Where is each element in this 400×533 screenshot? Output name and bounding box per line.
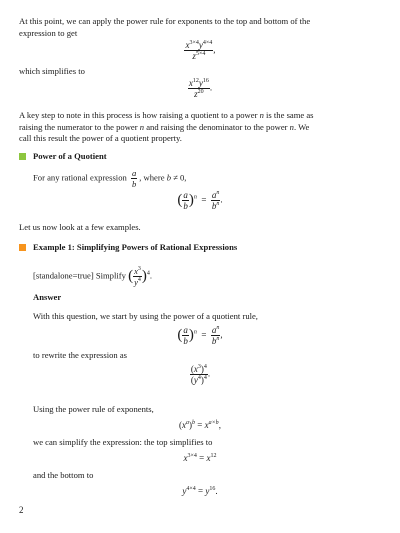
bottom-text: and the bottom to bbox=[33, 470, 94, 480]
example1-heading: Example 1: Simplifying Powers of Rational Expressions bbox=[33, 242, 238, 252]
top-simplifies-text: we can simplify the expression: the top simplifies to bbox=[33, 437, 213, 447]
definition-marker-icon bbox=[19, 153, 26, 160]
power-of-quotient-formula: ( $\frac{a}{b}$ )$^n$ = $\frac{a^n}{b^n}$ . bbox=[177, 190, 223, 211]
equation-simplified: $\frac{x^{12}y^{16}}{z^{20}}$ . bbox=[188, 78, 213, 99]
simplifies-text: which simplifies to bbox=[19, 66, 85, 76]
top-result: $x^{3\times 4} = x^{12}$ bbox=[183, 453, 217, 463]
key-step-line-3: call this result the power of a quotient property. bbox=[19, 133, 182, 143]
answer-intro: With this question, we start by using the power of a quotient rule, bbox=[33, 311, 258, 321]
bottom-result: $y^{4\times 4} = y^{16}$. bbox=[182, 486, 218, 496]
key-step-line-1: A key step to note in this process is how raising a quotient to a power n is the same as bbox=[19, 110, 314, 120]
rewritten-expression: $\frac{(x^3)^4}{(y^4)^4}$ . bbox=[190, 364, 211, 385]
intro-line-1: At this point, we can apply the power rule for exponents to the top and bottom of the bbox=[19, 16, 311, 26]
example-marker-icon bbox=[19, 244, 26, 251]
power-of-quotient-statement: For any rational expression $\frac{a}{b}$ , where b ≠ 0, bbox=[33, 168, 187, 189]
equation-power-rule-applied: $\frac{x^{3\times 4}y^{4\times 4}}{z^{5\times 4}}$ , bbox=[185, 40, 216, 61]
answer-label: Answer bbox=[33, 292, 62, 302]
example1-prompt: [standalone=true] Simplify ( $\frac{x^3}{y^4}$ )$^4$. bbox=[33, 266, 153, 287]
rewrite-text: to rewrite the expression as bbox=[33, 350, 128, 360]
power-rule-text: Using the power rule of exponents, bbox=[33, 404, 154, 414]
page-number: 2 bbox=[19, 505, 24, 515]
intro-line-2: expression to get bbox=[19, 27, 78, 38]
examples-intro: Let us now look at a few examples. bbox=[19, 222, 141, 232]
power-rule-formula: $(x^a)^b = x^{a\times b}$, bbox=[179, 420, 221, 430]
quotient-rule-formula: ( $\frac{a}{b}$ )$^n$ = $\frac{a^n}{b^n}$ , bbox=[177, 325, 223, 346]
key-step-line-2: raising the numerator to the power n and raising the denominator to the power n. We bbox=[19, 121, 310, 132]
power-of-quotient-heading: Power of a Quotient bbox=[33, 151, 107, 161]
